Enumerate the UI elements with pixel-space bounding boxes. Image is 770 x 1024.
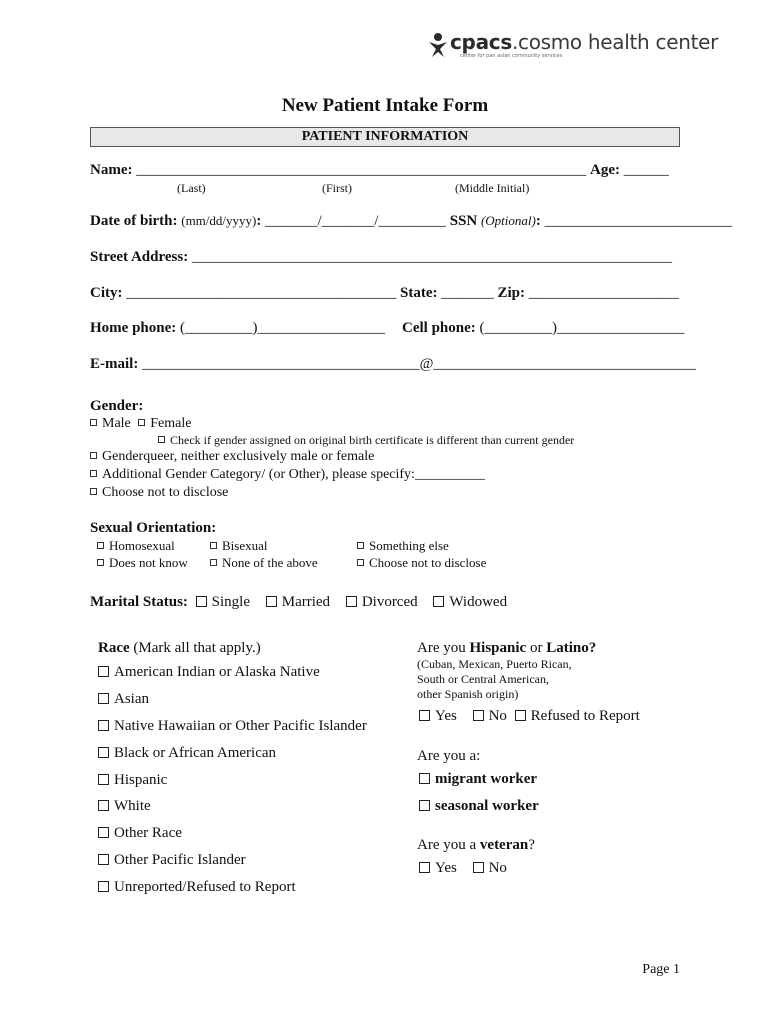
ssn-optional: (Optional) [480,213,536,228]
city-row [90,285,679,302]
genderqueer-checkbox[interactable] [90,452,97,459]
marital-option-label: Single [211,594,250,610]
orientation-checkbox[interactable] [210,542,217,549]
latino-bold: Latino? [546,640,597,656]
migrant-checkbox[interactable] [419,773,430,784]
hispanic-bold: Hispanic [469,640,527,656]
marital-row [90,594,507,611]
additional-gender-row [90,467,485,483]
orientation-option-label: Does not know [109,555,188,570]
street-row [90,249,672,266]
orientation-option [210,555,318,571]
logo-tagline: center for pan asian community services [460,53,563,59]
orientation-checkbox[interactable] [357,559,364,566]
orientation-option-label: Bisexual [222,538,268,553]
home-phone-field[interactable]: (_________)_________________ [180,320,385,336]
marital-option-label: Widowed [449,594,508,610]
race-checkbox[interactable] [98,720,109,731]
birth-cert-checkbox[interactable] [158,436,165,443]
dob-field[interactable]: _______/_______/_________ [265,213,446,229]
veteran-suffix: ? [528,837,535,853]
hispanic-no-checkbox[interactable] [473,710,484,721]
race-checkbox[interactable] [98,666,109,677]
home-phone-label: Home phone: [90,320,177,336]
ssn-field[interactable]: _________________________ [544,213,733,229]
state-label: State: [400,285,438,301]
logo-brand: cpacs [450,30,512,54]
race-checkbox[interactable] [98,854,109,865]
email-domain-field[interactable]: ___________________________________ [433,356,696,372]
age-field[interactable]: ______ [623,162,669,178]
race-option [98,825,182,842]
race-option-label: American Indian or Alaska Native [114,664,320,680]
orientation-option-label: Something else [369,538,449,553]
marital-checkbox[interactable] [346,596,357,607]
race-option [98,852,246,869]
veteran-prefix: Are you a [417,837,477,853]
migrant-label: migrant worker [435,771,538,787]
race-option [98,664,320,681]
veteran-no-label: No [488,860,507,876]
race-option [98,718,367,735]
hispanic-refused-label: Refused to Report [530,708,640,724]
race-option-label: White [114,798,151,814]
orientation-checkbox[interactable] [357,542,364,549]
page-number: Page 1 [642,962,680,977]
female-checkbox[interactable] [138,419,145,426]
hispanic-note-2: South or Central American, [417,672,549,686]
hispanic-note-1: (Cuban, Mexican, Puerto Rican, [417,657,572,671]
race-option [98,691,149,708]
marital-label: Marital Status: [90,594,188,610]
city-label: City: [90,285,123,301]
orientation-option [357,555,486,571]
marital-option-label: Married [281,594,331,610]
hispanic-note-3: other Spanish origin) [417,687,519,701]
veteran-bold: veteran [479,837,529,853]
cell-phone-row [402,320,685,337]
race-option [98,798,151,815]
seasonal-checkbox[interactable] [419,800,430,811]
hispanic-yes-label: Yes [435,708,457,724]
race-option-label: Native Hawaiian or Other Pacific Islander [114,718,367,734]
age-label: Age: [589,162,620,178]
orientation-option-label: None of the above [222,555,318,570]
page-title: New Patient Intake Form [281,95,489,116]
state-field[interactable]: _______ [441,285,494,301]
race-option-label: Hispanic [114,772,168,788]
migrant-row [419,771,537,788]
orientation-checkbox[interactable] [210,559,217,566]
name-row [90,162,669,179]
hispanic-mid: or [529,640,543,656]
hispanic-no-label: No [488,708,507,724]
race-checkbox[interactable] [98,881,109,892]
street-label: Street Address: [90,249,189,265]
gender-label: Gender: [90,398,144,414]
race-option-label: Unreported/Refused to Report [114,879,296,895]
hispanic-answers [419,708,640,725]
race-option-label: Other Pacific Islander [114,852,246,868]
person-icon [426,32,450,58]
race-checkbox[interactable] [98,693,109,704]
ssn-colon: : [535,213,541,229]
gender-no-disclose-checkbox[interactable] [90,488,97,495]
orientation-checkbox[interactable] [97,559,104,566]
orientation-option-label: Homosexual [109,538,175,553]
cell-phone-field[interactable]: (_________)_________________ [479,320,685,336]
dob-row [90,213,732,230]
seasonal-row [419,798,539,815]
birth-cert-label: Check if gender assigned on original birth certificate is different than current gender [170,433,575,447]
race-checkbox[interactable] [98,747,109,758]
race-option-label: Other Race [114,825,182,841]
veteran-yes-label: Yes [435,860,457,876]
race-heading [98,640,261,657]
email-at: @ [419,356,434,372]
genderqueer-label: Genderqueer, neither exclusively male or female [102,449,375,464]
section-header: PATIENT INFORMATION [90,127,680,147]
race-option-label: Black or African American [114,745,277,761]
gender-no-disclose-label: Choose not to disclose [102,485,229,500]
veteran-answers [419,860,507,877]
hispanic-prefix: Are you [417,640,466,656]
veteran-yes-checkbox[interactable] [419,862,430,873]
marital-checkbox[interactable] [196,596,207,607]
cell-phone-label: Cell phone: [402,320,476,336]
email-label: E-mail: [90,356,139,372]
hispanic-yes-checkbox[interactable] [419,710,430,721]
race-option-label: Asian [114,691,149,707]
orientation-option [210,538,268,554]
dob-colon: : [256,213,262,229]
veteran-question [417,837,535,854]
race-checkbox[interactable] [98,774,109,785]
veteran-no-checkbox[interactable] [473,862,484,873]
orientation-option [97,555,188,571]
orientation-option [97,538,175,554]
male-checkbox[interactable] [90,419,97,426]
orientation-checkbox[interactable] [97,542,104,549]
additional-gender-checkbox[interactable] [90,470,97,477]
marital-checkbox[interactable] [433,596,444,607]
city-field[interactable]: ____________________________________ [126,285,397,301]
dob-label: Date of birth: [90,213,178,229]
genderqueer-row [90,449,374,465]
email-user-field[interactable]: _____________________________________ [142,356,420,372]
race-option [98,745,276,762]
hispanic-question [417,640,596,657]
worker-question: Are you a: [417,748,481,764]
street-field[interactable]: ________________________________________________________________ [191,249,672,265]
marital-checkbox[interactable] [266,596,277,607]
orientation-label: Sexual Orientation: [90,520,217,536]
orientation-option-label: Choose not to disclose [369,555,487,570]
race-checkbox[interactable] [98,800,109,811]
name-label: Name: [90,162,133,178]
name-sub-last: (Last) [177,181,206,195]
marital-option-label: Divorced [361,594,418,610]
race-option [98,772,167,789]
name-sub-middle: (Middle Initial) [455,181,530,195]
name-field[interactable]: ____________________________________________________________ [136,162,587,178]
zip-label: Zip: [497,285,526,301]
logo-name: .cosmo health center [511,30,719,54]
additional-gender-field[interactable]: __________ [414,467,485,482]
gender-male-female-row [90,416,191,432]
dob-format: (mm/dd/yyyy) [181,213,257,228]
email-row [90,356,696,373]
gender-no-disclose-row [90,485,228,501]
male-label: Male [102,416,131,431]
hispanic-refused-checkbox[interactable] [515,710,526,721]
zip-field[interactable]: ____________________ [528,285,679,301]
race-hint: (Mark all that apply.) [133,640,261,656]
race-checkbox[interactable] [98,827,109,838]
orientation-option [357,538,449,554]
female-label: Female [150,416,192,431]
name-sub-first: (First) [322,181,352,195]
ssn-label: SSN [449,213,478,229]
additional-gender-label: Additional Gender Category/ (or Other), please specify: [102,467,415,482]
race-label: Race [98,640,130,656]
birth-cert-row [158,433,574,448]
seasonal-label: seasonal worker [435,798,539,814]
home-phone-row [90,320,385,337]
race-option [98,879,296,896]
